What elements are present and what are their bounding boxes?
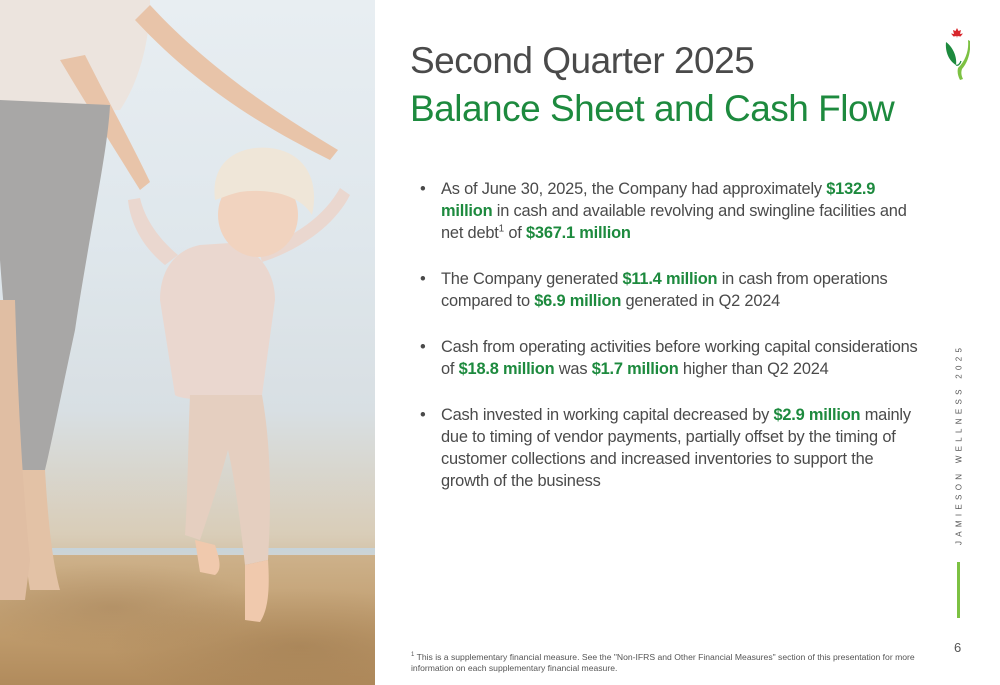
highlight-value: $6.9 million [534, 292, 622, 310]
side-brand-text: JAMIESON WELLNESS 2025 [954, 343, 964, 545]
bullet-item-operating-activities: • Cash from operating activities before working capital considerations of $18.8 million was $1.7 million higher than Q2 2024 [420, 338, 918, 378]
footnote-ref: 1 [498, 223, 505, 235]
page-title: Second Quarter 2025 [410, 40, 755, 81]
jamieson-leaf-logo-icon [944, 28, 970, 80]
highlight-value: $1.7 million [591, 360, 679, 378]
bullet-list [420, 178, 920, 516]
highlight-value: $132.9 million [441, 180, 876, 220]
page-subtitle: Balance Sheet and Cash Flow [410, 88, 895, 129]
highlight-value: $367.1 million [526, 224, 631, 242]
highlight-value: $2.9 million [773, 406, 861, 424]
bullet-item-cash-operations: • The Company generated $11.4 million in cash from operations compared to $6.9 million generated in Q2 2024 [420, 270, 888, 310]
bullet-item-cash-facilities: • As of June 30, 2025, the Company had approximately $132.9 million in cash and available revolving and swingline facilities and net debt$^1$ of $367.1 million [420, 180, 907, 242]
bullet-item-working-capital: • Cash invested in working capital decreased by $2.9 million mainly due to timing of vendor payments, partially offset by the timing of customer collections and increased inventories to support the growth of the business [420, 406, 911, 490]
bullet-dot: • [420, 180, 426, 198]
photo-figures [0, 0, 375, 685]
bullet-dot: • [420, 338, 426, 356]
footnote [411, 652, 931, 674]
footnote-marker: 1 [411, 652, 415, 659]
highlight-value: $11.4 million [622, 270, 718, 288]
side-accent-bar [957, 562, 960, 618]
footnote-text: This is a supplementary financial measure. See the "Non-IFRS and Other Financial Measures" section of this presentation for more information on each supplementary financial measure. [411, 652, 915, 673]
highlight-value: $18.8 million [458, 360, 555, 378]
page-number: 6 [954, 640, 962, 655]
bullet-dot: • [420, 270, 426, 288]
bullet-dot: • [420, 406, 426, 424]
hero-photo [0, 0, 375, 685]
